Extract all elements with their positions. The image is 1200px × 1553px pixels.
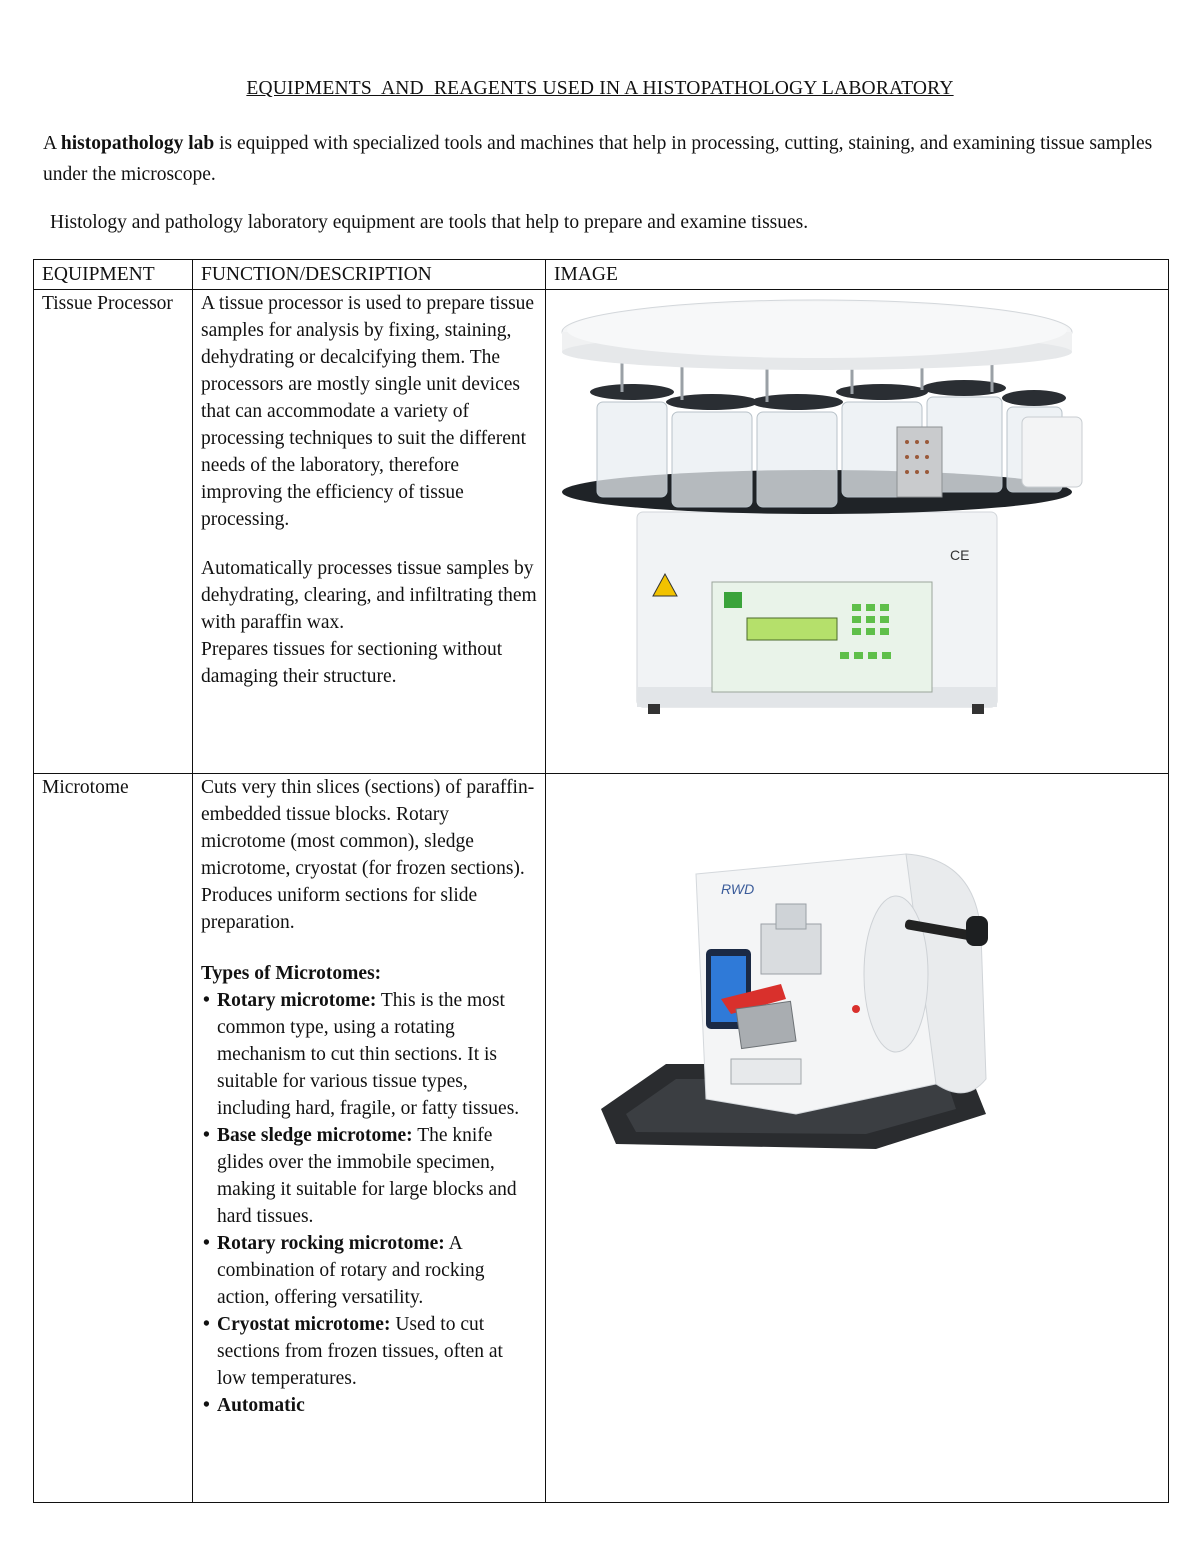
table-header-row — [34, 260, 1169, 290]
type-text: A combination of rotary and rocking action, offering versatility. — [217, 1233, 485, 1308]
image-cell — [546, 774, 1169, 1503]
table-row — [34, 290, 1169, 774]
svg-text:RWD: RWD — [721, 881, 755, 897]
equipment-table — [33, 259, 1169, 1503]
list-item — [201, 1392, 537, 1419]
microtome-types-list — [201, 987, 537, 1419]
header-function: FUNCTION/DESCRIPTION — [193, 260, 546, 290]
equipment-name: Microtome — [34, 774, 193, 1503]
type-name: Base sledge microtome: — [217, 1125, 413, 1146]
function-description — [193, 774, 546, 1503]
type-text: This is the most common type, using a rotating mechanism to cut thin sections. It is suitable for various tissue types, including hard, fragile, or fatty tissues. — [217, 990, 520, 1119]
type-name: Rotary rocking microtome: — [217, 1233, 445, 1254]
intro-bold-term: histopathology lab — [60, 133, 215, 154]
intro-paragraph-2: Histology and pathology laboratory equipment are tools that help to prepare and examine tissues. — [50, 212, 809, 233]
description-paragraph: A tissue processor is used to prepare tissue samples for analysis by fixing, staining, dehydrating or decalcifying them. The processors are mostly single unit devices that can accommodate a variety of processing techniques to suit the different needs of the laboratory, therefore improving the efficiency of tissue processing. — [201, 293, 535, 530]
list-item — [201, 987, 537, 1122]
intro-rest: is equipped with specialized tools and machines that help in processing, cutting, staining, and examining tissue samples under the microscope. — [43, 133, 1153, 185]
description-paragraph: Cuts very thin slices (sections) of paraffin-embedded tissue blocks. Rotary microtome (most common), sledge microtome, cryostat (for frozen sections). Produces uniform sections for slide preparation. — [201, 777, 535, 933]
list-item — [201, 1311, 537, 1392]
description-paragraph: Automatically processes tissue samples by dehydrating, clearing, and infiltrating them with paraffin wax. — [201, 558, 537, 633]
header-equipment: EQUIPMENT — [34, 260, 193, 290]
list-item — [201, 1122, 537, 1230]
type-name: Rotary microtome: — [217, 990, 377, 1011]
intro-paragraph — [43, 128, 1158, 190]
intro-lead: A — [43, 133, 61, 154]
bullet: • — [203, 1395, 210, 1416]
header-image: IMAGE — [546, 260, 1169, 290]
bullet: • — [203, 1125, 210, 1146]
function-description — [193, 290, 546, 774]
type-text: Used to cut sections from frozen tissues, often at low temperatures. — [217, 1314, 503, 1389]
type-text: The knife glides over the immobile specimen, making it suitable for large blocks and hard tissues. — [217, 1125, 517, 1227]
bullet: • — [203, 1233, 210, 1254]
description-paragraph: Prepares tissues for sectioning without damaging their structure. — [201, 639, 503, 687]
bullet: • — [203, 990, 210, 1011]
type-name: Automatic — [217, 1395, 305, 1416]
list-item — [201, 1230, 537, 1311]
svg-text:CE: CE — [950, 547, 970, 563]
page-title: EQUIPMENTS AND REAGENTS USED IN A HISTOPATHOLOGY LABORATORY — [246, 78, 954, 99]
equipment-name: Tissue Processor — [34, 290, 193, 774]
tissue-processor-image — [552, 292, 1172, 772]
table-row — [34, 774, 1169, 1503]
bullet: • — [203, 1314, 210, 1335]
image-cell — [546, 290, 1169, 774]
microtome-image — [546, 814, 1166, 1174]
type-name: Cryostat microtome: — [217, 1314, 391, 1335]
types-heading: Types of Microtomes: — [201, 963, 382, 984]
